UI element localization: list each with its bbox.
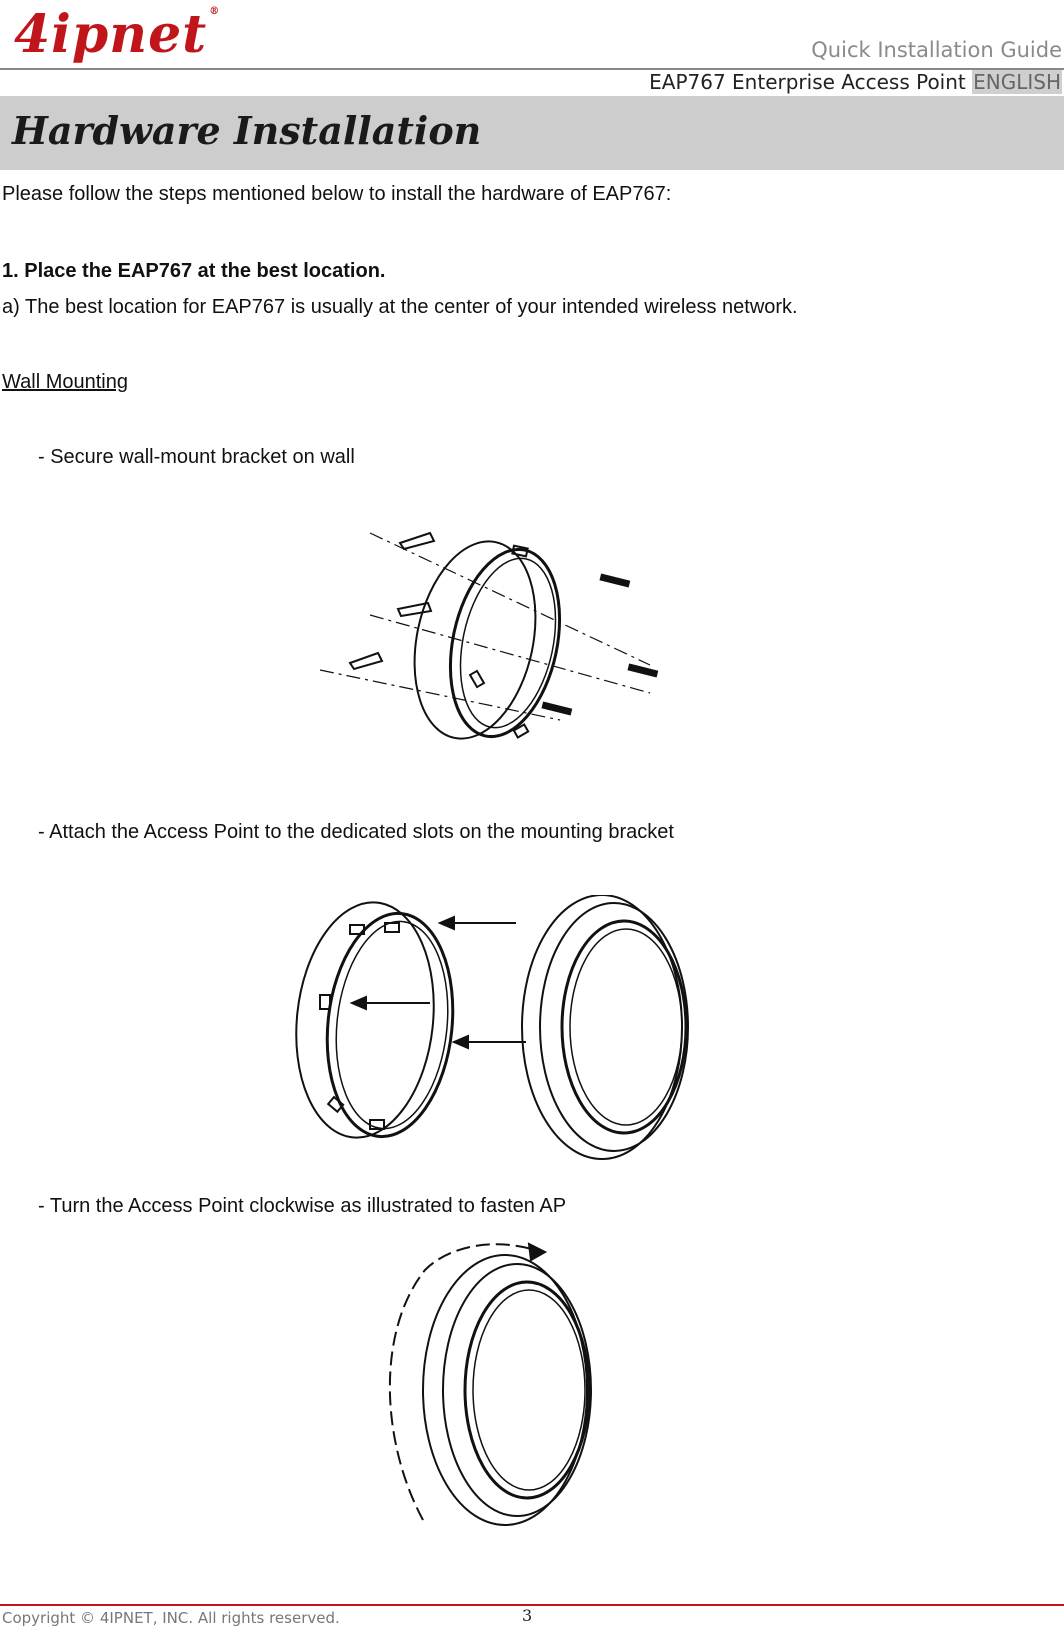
rotate-ap-clockwise-illustration: [385, 1240, 625, 1540]
guide-title: Quick Installation Guide: [811, 38, 1062, 62]
copyright-notice: Copyright © 4IPNET, INC. All rights reserved.: [2, 1609, 340, 1627]
section-title: Hardware Installation: [12, 108, 482, 153]
language-badge: ENGLISH: [973, 70, 1061, 94]
intro-text: Please follow the steps mentioned below to install the hardware of EAP767:: [2, 183, 672, 205]
wall-mounting-heading: Wall Mounting: [2, 371, 128, 393]
instruction-attach-ap: - Attach the Access Point to the dedicated slots on the mounting bracket: [38, 821, 674, 843]
product-line: [649, 70, 1062, 94]
attach-ap-to-bracket-illustration: [290, 895, 720, 1160]
page-number: 3: [522, 1606, 533, 1625]
instruction-turn-ap: - Turn the Access Point clockwise as illustrated to fasten AP: [38, 1195, 567, 1217]
instruction-secure-bracket: - Secure wall-mount bracket on wall: [38, 446, 355, 468]
wall-bracket-screws-illustration: [310, 525, 700, 755]
registered-mark: ®: [209, 5, 221, 17]
brand-logo: 4ipnet ®: [14, 4, 221, 65]
product-name: EAP767 Enterprise Access Point: [649, 70, 966, 94]
step1-heading: 1. Place the EAP767 at the best location.: [2, 260, 386, 282]
step1-detail: a) The best location for EAP767 is usually at the center of your intended wireless network.: [2, 296, 798, 318]
